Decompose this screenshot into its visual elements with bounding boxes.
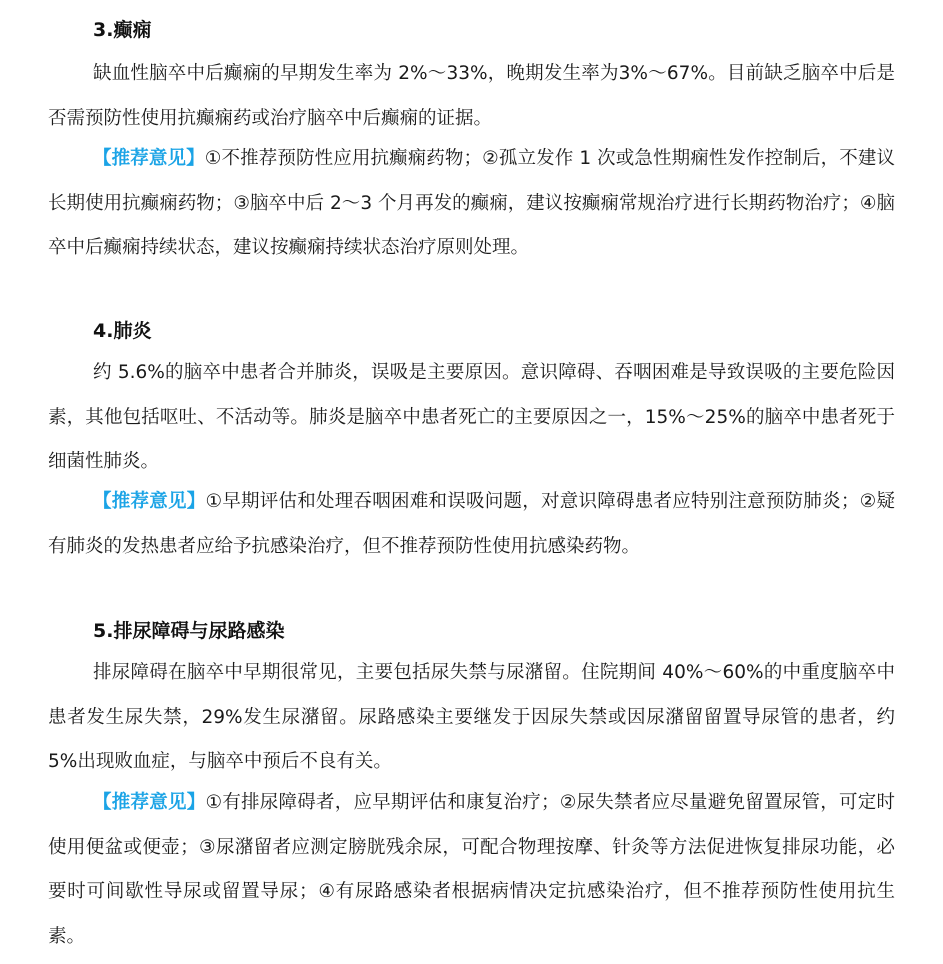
recommendation-urinary: [48, 781, 895, 959]
section-body-pneumonia: 约 5.6%的脑卒中患者合并肺炎，误吸是主要原因。意识障碍、吞咽困难是导致误吸的主要危险因素，其他包括呕吐、不活动等。肺炎是脑卒中患者死亡的主要原因之一，15%～25%的脑卒中患者死于细菌性肺炎。: [48, 362, 895, 472]
recommendation-pneumonia: [48, 480, 895, 569]
section-heading-pneumonia: 4.肺炎: [93, 320, 152, 342]
section-body-epilepsy: 缺血性脑卒中后癫痫的早期发生率为 2%～33%，晚期发生率为3%～67%。目前缺乏脑卒中后是否需预防性使用抗癫痫药或治疗脑卒中后癫痫的证据。: [48, 63, 895, 129]
recommendation-label: 【推荐意见】: [93, 792, 206, 813]
section-heading-urinary: 5.排尿障碍与尿路感染: [93, 620, 285, 642]
recommendation-text: ①有排尿障碍者，应早期评估和康复治疗；②尿失禁者应尽量避免留置尿管，可定时使用便盆或便壶；③尿潴留者应测定膀胱残余尿，可配合物理按摩、针灸等方法促进恢复排尿功能，必要时可间歇性导尿或留置导尿；④有尿路感染者根据病情决定抗感染治疗，但不推荐预防性使用抗生素。: [48, 792, 895, 947]
section-heading-epilepsy: 3.癫痫: [93, 19, 152, 41]
recommendation-epilepsy: [48, 137, 895, 271]
recommendation-text: ①不推荐预防性应用抗癫痫药物；②孤立发作 1 次或急性期痫性发作控制后，不建议长期使用抗癫痫药物；③脑卒中后 2～3 个月再发的癫痫，建议按癫痫常规治疗进行长期药物治疗；④脑卒中后癫痫持续状态，建议按癫痫持续状态治疗原则处理。: [48, 148, 895, 258]
recommendation-text: ①早期评估和处理吞咽困难和误吸问题，对意识障碍患者应特别注意预防肺炎；②疑有肺炎的发热患者应给予抗感染治疗，但不推荐预防性使用抗感染药物。: [48, 491, 895, 557]
recommendation-label: 【推荐意见】: [93, 491, 206, 512]
section-body-urinary: 排尿障碍在脑卒中早期很常见，主要包括尿失禁与尿潴留。住院期间 40%～60%的中重度脑卒中患者发生尿失禁，29%发生尿潴留。尿路感染主要继发于因尿失禁或因尿潴留留置导尿管的患者，约 5%出现败血症，与脑卒中预后不良有关。: [48, 662, 895, 772]
recommendation-label: 【推荐意见】: [93, 148, 205, 169]
